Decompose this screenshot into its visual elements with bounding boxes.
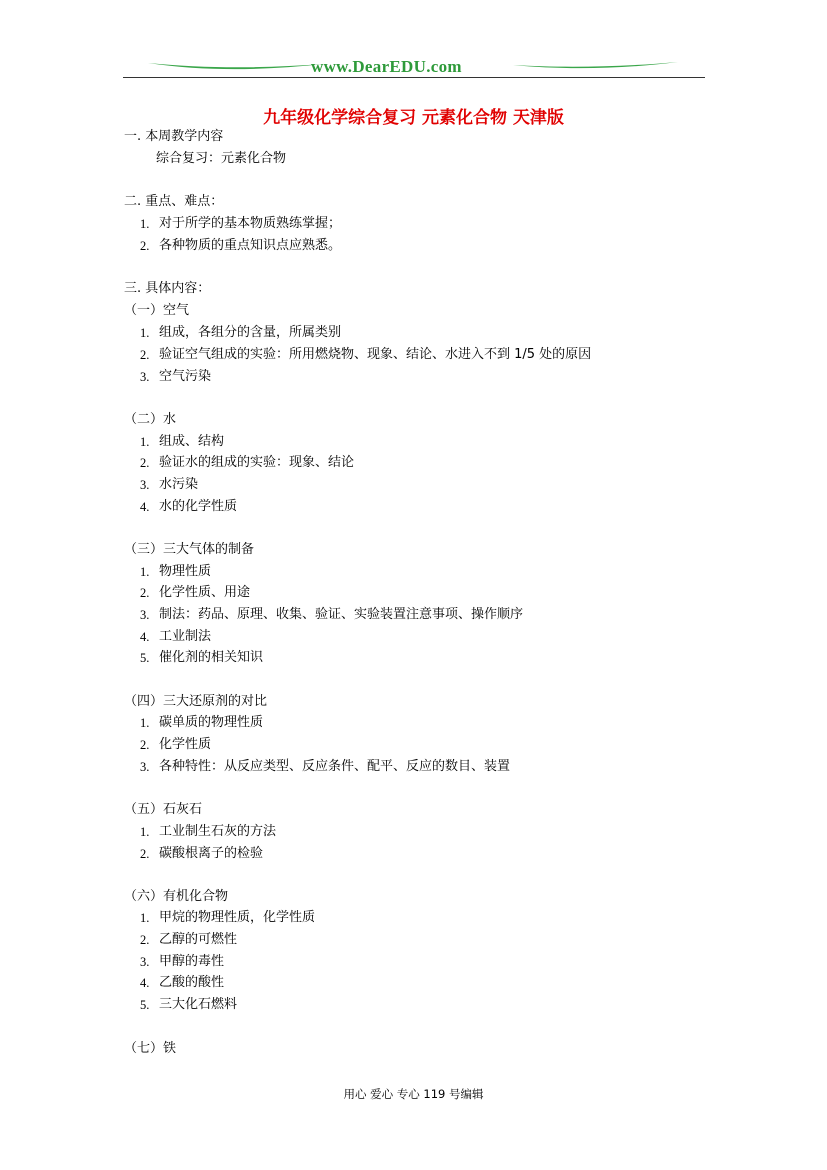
section-text: 综合复习：元素化合物	[156, 151, 287, 166]
item-number: 2.	[140, 586, 150, 600]
item-number: 1.	[140, 435, 150, 449]
list-item: 组成、结构	[159, 434, 225, 449]
subsection-title: （二）水	[124, 412, 177, 427]
list-item: 空气污染	[159, 369, 212, 384]
list-item: 工业制生石灰的方法	[159, 824, 277, 839]
item-number: 5.	[140, 651, 150, 665]
list-item: 甲烷的物理性质，化学性质	[159, 910, 316, 925]
item-number: 3.	[140, 478, 150, 492]
list-item: 催化剂的相关知识	[159, 650, 264, 665]
section-heading: 一. 本周教学内容	[124, 129, 224, 144]
list-item: 甲醇的毒性	[159, 954, 225, 969]
item-number: 2.	[140, 348, 150, 362]
item-number: 4.	[140, 500, 150, 514]
list-item: 工业制法	[159, 629, 212, 644]
item-number: 3.	[140, 608, 150, 622]
item-number: 1.	[140, 911, 150, 925]
list-item: 水的化学性质	[159, 499, 238, 514]
list-item: 各种物质的重点知识点应熟悉。	[159, 238, 342, 253]
subsection-title: （五）石灰石	[124, 802, 203, 817]
site-logo[interactable]: www.DearEDU.com	[311, 57, 462, 76]
page-footer: 用心 爱心 专心 119 号编辑	[343, 1087, 484, 1101]
section-heading: 二. 重点、难点：	[124, 194, 224, 209]
subsection-title: （六）有机化合物	[124, 889, 229, 904]
list-item: 组成，各组分的含量，所属类别	[159, 325, 342, 340]
list-item: 制法：药品、原理、收集、验证、实验装置注意事项、操作顺序	[159, 607, 524, 622]
subsection-title: （四）三大还原剂的对比	[124, 694, 268, 709]
subsection-title: （七）铁	[124, 1041, 177, 1056]
list-item: 物理性质	[159, 564, 212, 579]
item-number: 4.	[140, 630, 150, 644]
list-item: 化学性质	[159, 737, 212, 752]
section-heading: 三. 具体内容：	[124, 281, 211, 296]
list-item: 水污染	[159, 477, 199, 492]
item-number: 3.	[140, 760, 150, 774]
list-item: 对于所学的基本物质熟练掌握；	[159, 216, 342, 231]
item-number: 2.	[140, 847, 150, 861]
list-item: 化学性质、用途	[159, 585, 251, 600]
item-number: 5.	[140, 998, 150, 1012]
item-number: 1.	[140, 565, 150, 579]
list-item: 碳酸根离子的检验	[159, 846, 264, 861]
list-item: 验证空气组成的实验：所用燃烧物、现象、结论、水进入不到 1/5 处的原因	[159, 347, 592, 362]
item-number: 2.	[140, 933, 150, 947]
list-item: 各种特性：从反应类型、反应条件、配平、反应的数目、装置	[159, 759, 511, 774]
list-item: 乙醇的可燃性	[159, 932, 238, 947]
list-item: 验证水的组成的实验：现象、结论	[159, 455, 355, 470]
list-item: 碳单质的物理性质	[159, 715, 264, 730]
subsection-title: （三）三大气体的制备	[124, 542, 255, 557]
subsection-title: （一）空气	[124, 303, 190, 318]
item-number: 1.	[140, 217, 150, 231]
item-number: 3.	[140, 370, 150, 384]
list-item: 乙酸的酸性	[159, 975, 225, 990]
item-number: 1.	[140, 825, 150, 839]
document-title: 九年级化学综合复习 元素化合物 天津版	[263, 108, 564, 128]
item-number: 2.	[140, 738, 150, 752]
item-number: 2.	[140, 239, 150, 253]
item-number: 3.	[140, 955, 150, 969]
item-number: 2.	[140, 456, 150, 470]
list-item: 三大化石燃料	[159, 997, 238, 1012]
item-number: 1.	[140, 326, 150, 340]
item-number: 1.	[140, 716, 150, 730]
item-number: 4.	[140, 976, 150, 990]
